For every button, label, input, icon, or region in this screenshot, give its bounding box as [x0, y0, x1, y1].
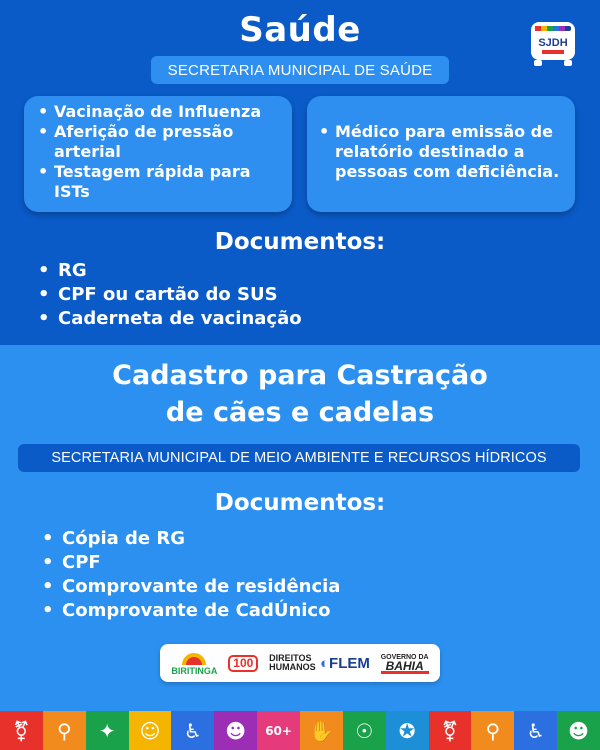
- saude-docs-title: Documentos:: [214, 229, 386, 255]
- elderly-icon: ⚲: [471, 711, 514, 750]
- saude-services-card-right: [307, 96, 575, 212]
- castracao-title: [0, 357, 600, 431]
- blind-icon: ✦: [86, 711, 129, 750]
- saude-secretaria-label: SECRETARIA MUNICIPAL DE SAÚDE: [151, 56, 449, 84]
- list-item: • Aferição de pressão arterial: [38, 122, 280, 162]
- list-item: • Comprovante de residência: [42, 575, 340, 599]
- list-item: • RG: [38, 259, 302, 283]
- diversity-icon-strip: [0, 711, 600, 750]
- list-item: • Cópia de RG: [42, 527, 340, 551]
- direitos-humanos-logo: DIREITOS HUMANOS: [269, 653, 316, 672]
- accessibility-icon: ✪: [386, 711, 429, 750]
- governo-bahia-logo: GOVERNO DA BAHIA: [380, 653, 429, 673]
- castracao-docs-title: Documentos:: [214, 490, 386, 516]
- transgender-icon: ⚧: [429, 711, 472, 750]
- sjdh-badge-text: SJDH: [538, 37, 568, 49]
- saude-services-card-left: [24, 96, 292, 212]
- list-item: • Médico para emissão de relatório destinado a pessoas com deficiência.: [319, 122, 565, 182]
- people-icon: ☻: [557, 711, 600, 750]
- sjdh-bus-icon: [528, 18, 578, 68]
- list-item: • Comprovante de CadÚnico: [42, 599, 340, 623]
- list-item: • Testagem rápida para ISTs: [38, 162, 280, 202]
- list-item: • CPF: [42, 551, 340, 575]
- people-icon: ☻: [214, 711, 257, 750]
- partner-logos-bar: [160, 644, 440, 682]
- wheelchair-icon: ♿: [171, 711, 214, 750]
- family-icon: ☺: [129, 711, 172, 750]
- pregnant-icon: ☉: [343, 711, 386, 750]
- sixty-plus-icon: 60+: [257, 711, 300, 750]
- flem-logo: ◐FLEM: [319, 654, 370, 672]
- services-list-right: [319, 122, 565, 182]
- castracao-title-line1: Cadastro para Castração: [112, 360, 488, 391]
- list-item: • Vacinação de Influenza: [38, 102, 280, 122]
- castracao-docs-list: [42, 527, 340, 623]
- castracao-title-line2: de cães e cadelas: [165, 397, 435, 428]
- disque-100-logo: 100: [228, 655, 258, 672]
- sign-language-icon: ✋: [300, 711, 343, 750]
- biritinga-logo: BIRITINGA: [171, 651, 217, 676]
- elderly-icon: ⚲: [43, 711, 86, 750]
- wheelchair-icon: ♿: [514, 711, 557, 750]
- saude-docs-list: [38, 259, 302, 331]
- castracao-secretaria-label: SECRETARIA MUNICIPAL DE MEIO AMBIENTE E RECURSOS HÍDRICOS: [18, 444, 580, 472]
- list-item: • Caderneta de vacinação: [38, 307, 302, 331]
- sun-icon: [180, 651, 208, 665]
- list-item: • CPF ou cartão do SUS: [38, 283, 302, 307]
- flem-mark-icon: ◐: [319, 654, 330, 672]
- services-list-left: [38, 102, 280, 202]
- transgender-icon: ⚧: [0, 711, 43, 750]
- saude-title: Saúde: [239, 10, 361, 50]
